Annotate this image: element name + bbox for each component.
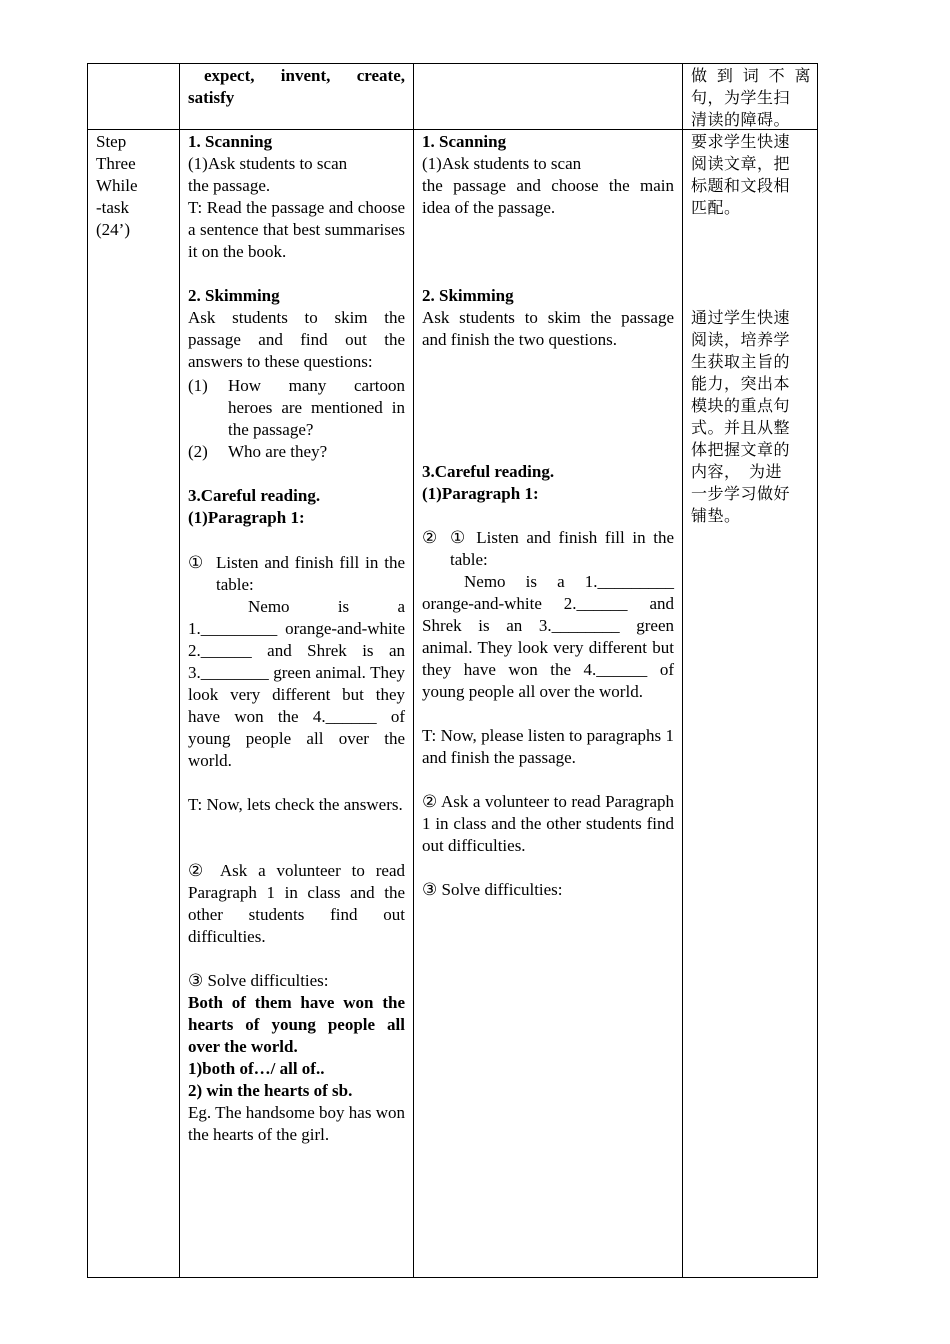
question-text: How many cartoon heroes are mentioned in the passage? (228, 376, 405, 439)
column-divider (413, 64, 414, 1277)
instruction-text: Ask students to skim the passage and finish the two questions. (422, 308, 674, 349)
question-text: Who are they? (228, 442, 328, 461)
instruction-text: ② Ask a volunteer to read Paragraph 1 in class and the other students find out difficulties. (188, 861, 405, 946)
section-title: 3.Careful reading. (422, 462, 555, 481)
row2-purpose-cell (691, 131, 811, 527)
subsection-title: (1)Paragraph 1: (188, 508, 305, 527)
purpose-line: 体把握文章的 (691, 440, 791, 459)
fill-in-passage: Nemo is a 1._________ orange-and-white 2.______ and Shrek is an 3.________ green animal. They look very different but they have won the 4.______ of young people all over the world. (188, 597, 405, 770)
instruction-text: T: Now, lets check the answers. (188, 795, 403, 814)
step-time: (24’) (96, 220, 130, 239)
instruction-text: the passage and choose the main idea of the passage. (422, 176, 674, 217)
instruction-text: T: Read the passage and choose a sentence that best summarises it on the book. (188, 198, 405, 261)
question-item (188, 375, 405, 441)
lesson-plan-table (87, 63, 818, 1278)
step-label: While (96, 176, 138, 195)
key-sentence: Both of them have won the hearts of young people all over the world. (188, 993, 405, 1056)
question-item (188, 441, 405, 463)
subsection-title: (1)Paragraph 1: (422, 484, 539, 503)
listen-task (422, 527, 674, 571)
section-title: 2. Skimming (188, 286, 280, 305)
step-label: -task (96, 198, 130, 217)
purpose-line: 要求学生快速 (691, 132, 791, 151)
purpose-line: 通过学生快速 (691, 308, 791, 327)
purpose-line: 铺垫。 (691, 506, 741, 525)
purpose-line: 阅读文章，把 (691, 154, 791, 173)
purpose-line: 一步学习做好 (691, 484, 791, 503)
purpose-line: 内容， 为进 (691, 462, 783, 481)
purpose-line: 做到词不离 (691, 66, 811, 85)
task-text: ① Listen and finish fill in the table: (450, 528, 674, 569)
question-number: (1) (188, 376, 208, 395)
instruction-text: (1)Ask students to scan (188, 154, 348, 173)
column-divider (179, 64, 180, 1277)
item-number: ① (188, 553, 204, 572)
column-divider (682, 64, 683, 1277)
purpose-line: 能力，突出本 (691, 374, 791, 393)
step-label: Step (96, 132, 127, 151)
instruction-text: ② Ask a volunteer to read Paragraph 1 in class and the other students find out difficulties. (422, 792, 674, 855)
example-sentence: Eg. The handsome boy has won the hearts of the girl. (188, 1103, 405, 1144)
purpose-line: 模块的重点句 (691, 396, 791, 415)
step-cell (96, 131, 176, 241)
vocabulary-cell (188, 65, 405, 109)
purpose-line: 标题和文段相 (691, 176, 791, 195)
instruction-text: ③ Solve difficulties: (422, 880, 563, 899)
section-title: 3.Careful reading. (188, 486, 321, 505)
item-number: ② (422, 528, 438, 547)
section-title: 1. Scanning (422, 132, 507, 151)
section-title: 2. Skimming (422, 286, 514, 305)
instruction-text: the passage. (188, 176, 271, 195)
instruction-text: (1)Ask students to scan (422, 154, 582, 173)
purpose-line: 匹配。 (691, 198, 741, 217)
instruction-text: T: Now, please listen to paragraphs 1 and finish the passage. (422, 726, 674, 767)
step-label: Three (96, 154, 136, 173)
language-point: 1)both of…/ all of.. (188, 1059, 325, 1078)
instruction-text: ③ Solve difficulties: (188, 971, 329, 990)
vocabulary-line: satisfy (188, 88, 235, 107)
task-text: Listen and finish fill in the table: (216, 553, 405, 594)
purpose-line: 句，为学生扫 (691, 88, 791, 107)
row1-purpose-cell (691, 65, 811, 131)
fill-in-passage: Nemo is a 1._________ orange-and-white 2.______ and Shrek is an 3.________ green animal. They look very different but they have won the 4.______ of young people all over the world. (422, 572, 674, 701)
purpose-line: 生获取主旨的 (691, 352, 791, 371)
section-title: 1. Scanning (188, 132, 273, 151)
purpose-line: 阅读，培养学 (691, 330, 791, 349)
teacher-activities-cell (188, 131, 405, 1146)
instruction-text: Ask students to skim the passage and find out the answers to these questions: (188, 308, 405, 371)
student-activities-cell (422, 131, 674, 901)
purpose-line: 式。并且从整 (691, 418, 791, 437)
vocabulary-line: expect, invent, create, (204, 66, 405, 85)
question-number: (2) (188, 442, 208, 461)
listen-task (188, 552, 405, 596)
language-point: 2) win the hearts of sb. (188, 1081, 353, 1100)
purpose-line: 清读的障碍。 (691, 110, 791, 129)
